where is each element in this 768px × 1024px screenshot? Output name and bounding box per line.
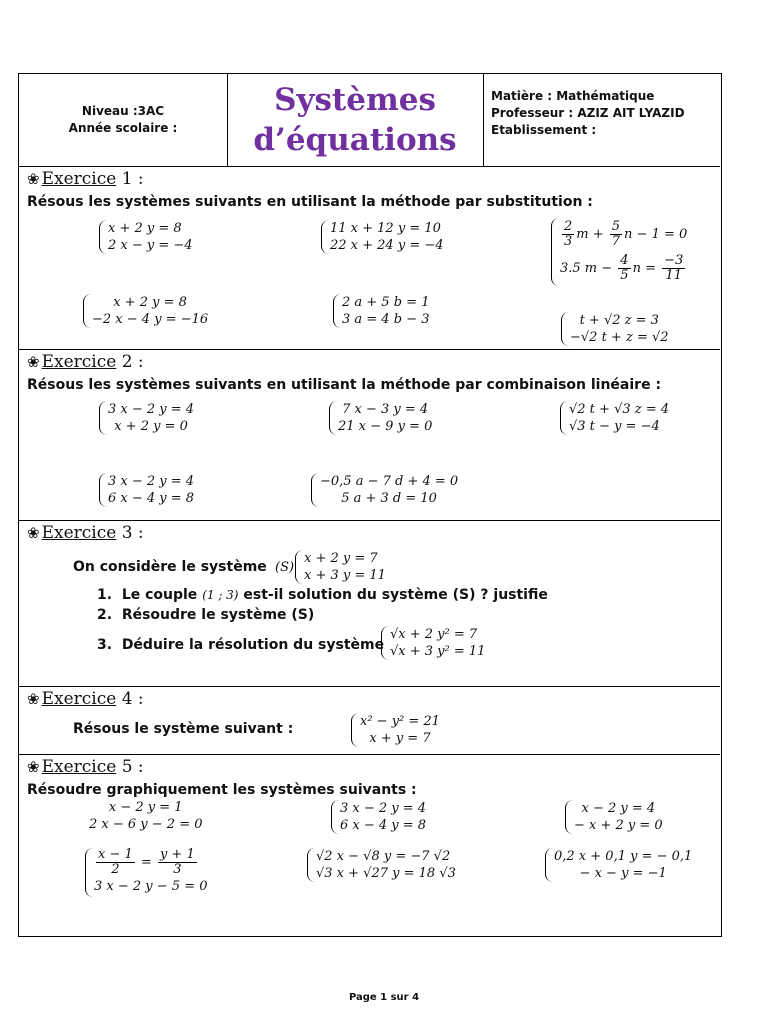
system: √x + 2 y² = 7 √x + 3 y² = 11 — [381, 626, 485, 660]
question-1: 1. Le couple (1 ; 3) est-il solution du système (S) ? justifie — [97, 587, 548, 603]
exercise-2 — [19, 349, 720, 521]
exercise-3 — [19, 520, 720, 687]
title-line-2: d’équations — [253, 122, 457, 158]
title-line-1: Systèmes — [274, 82, 436, 118]
exercise-2-instruction: Résous les systèmes suivants en utilisant la méthode par combinaison linéaire : — [27, 377, 662, 393]
system: $\frac{x - 1}{2}$ = $\frac{y + 1}{3}$ 3 x − 2 y − 5 = 0 — [85, 848, 208, 897]
system: x + 2 y = 8 2 x − y = −4 — [99, 220, 193, 254]
system: x + 2 y = 8 −2 x − 4 y = −16 — [83, 294, 208, 328]
exercise-1-title: ❀ Exercice 1 : — [27, 169, 144, 189]
system: 2 a + 5 b = 1 3 a = 4 b − 3 — [333, 294, 429, 328]
exercise-3-intro: On considère le système — [73, 559, 267, 575]
page-title — [227, 74, 484, 166]
system: 0,2 x + 0,1 y = − 0,1 − x − y = −1 — [545, 848, 692, 882]
exercise-5-instruction: Résoudre graphiquement les systèmes suivants : — [27, 782, 417, 798]
exercise-5 — [19, 754, 720, 935]
flower-icon: ❀ — [27, 690, 40, 708]
flower-icon: ❀ — [27, 524, 40, 542]
question-3: 3. Déduire la résolution du système — [97, 637, 385, 653]
system: x − 2 y = 4 − x + 2 y = 0 — [565, 800, 663, 834]
system: 3 x − 2 y = 4 6 x − 4 y = 8 — [331, 800, 426, 834]
worksheet-frame — [18, 73, 722, 937]
system: $\frac{2}{3}$ m + $\frac{5}{7}$ n − 1 = 0 3.5 m − $\frac{4}{5}$ n = $\frac{-3}{11}$ — [551, 218, 687, 286]
exercise-4 — [19, 686, 720, 755]
system: √2 x − √8 y = −7 √2 √3 x + √27 y = 18 √3 — [307, 848, 456, 882]
header-right — [491, 88, 685, 139]
exercise-5-title: ❀ Exercice 5 : — [27, 757, 144, 777]
system: 3 x − 2 y = 4 6 x − 4 y = 8 — [99, 473, 194, 507]
system: t + √2 z = 3 −√2 t + z = √2 — [561, 312, 669, 346]
system: √2 t + √3 z = 4 √3 t − y = −4 — [560, 401, 669, 435]
flower-icon: ❀ — [27, 758, 40, 776]
exercise-1-instruction: Résous les systèmes suivants en utilisant la méthode par substitution : — [27, 194, 593, 210]
niveau: Niveau :3AC — [81, 104, 165, 118]
system: 3 x − 2 y = 4 x + 2 y = 0 — [99, 401, 194, 435]
flower-icon: ❀ — [27, 353, 40, 371]
etablissement: Etablissement : — [491, 123, 597, 137]
system: −0,5 a − 7 d + 4 = 0 5 a + 3 d = 10 — [311, 473, 458, 507]
exercise-3-title: ❀ Exercice 3 : — [27, 523, 144, 543]
system: x − 2 y = 1 2 x − 6 y − 2 = 0 — [89, 800, 203, 832]
exercise-2-title: ❀ Exercice 2 : — [27, 352, 144, 372]
exercise-1 — [19, 166, 720, 350]
flower-icon: ❀ — [27, 170, 40, 188]
matiere: Matière : Mathématique — [491, 89, 655, 103]
question-2: 2. Résoudre le système (S) — [97, 607, 315, 623]
exercise-4-instruction: Résous le système suivant : — [73, 721, 294, 737]
system-label: (S) — [275, 560, 295, 575]
professeur: Professeur : AZIZ AIT LYAZID — [491, 106, 685, 120]
page-footer: Page 1 sur 4 — [348, 992, 420, 1003]
annee-scolaire: Année scolaire : — [68, 121, 178, 135]
header — [19, 74, 720, 167]
system: 7 x − 3 y = 4 21 x − 9 y = 0 — [329, 401, 432, 435]
exercise-4-title: ❀ Exercice 4 : — [27, 689, 144, 709]
system: 11 x + 12 y = 10 22 x + 24 y = −4 — [321, 220, 444, 254]
system: x² − y² = 21 x + y = 7 — [351, 713, 440, 747]
system-s: x + 2 y = 7 x + 3 y = 11 — [295, 550, 386, 584]
header-left — [19, 74, 228, 166]
